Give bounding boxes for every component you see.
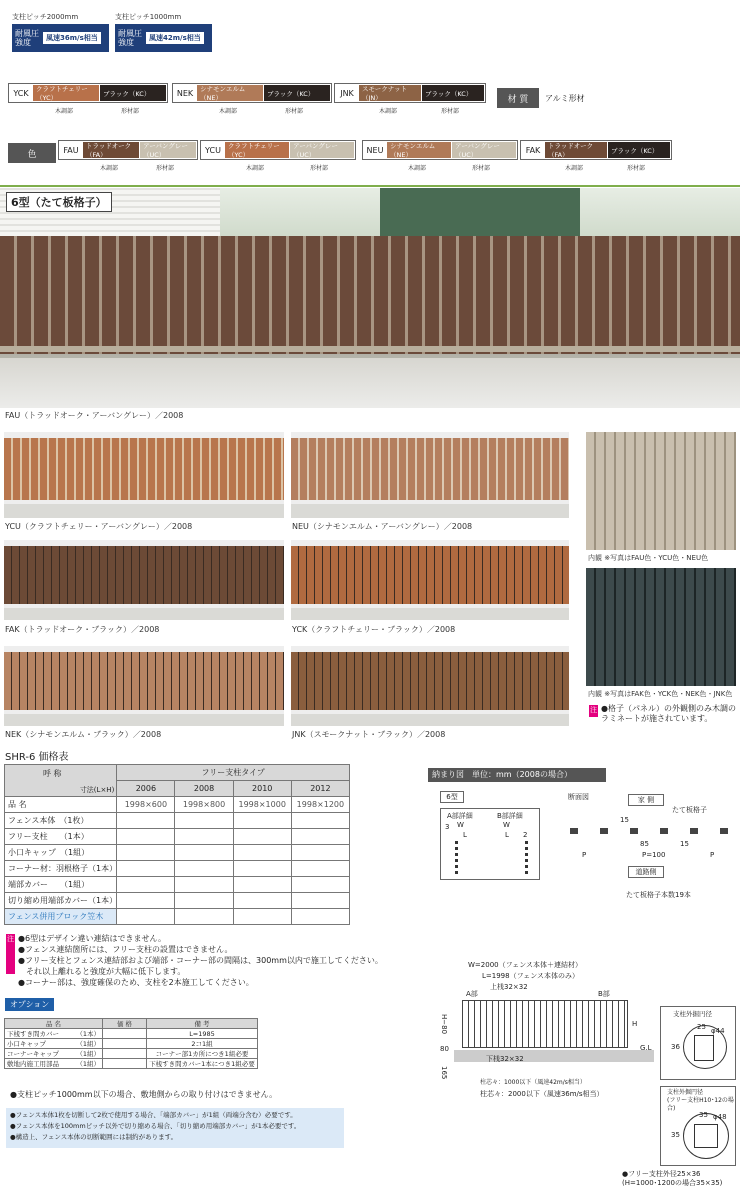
house-side: 家 側	[628, 794, 664, 806]
price-cell	[233, 829, 291, 845]
swatch-sub-b: 形材部	[627, 165, 646, 172]
table-row	[5, 877, 350, 893]
photo-ycu	[4, 432, 284, 518]
road-side: 道路側	[628, 866, 664, 878]
swatch-a: トラッドオーク（FA）	[545, 142, 607, 158]
size-label: 寸法(L×H)	[79, 786, 115, 794]
swatch-code: NEK	[176, 88, 194, 98]
ground	[291, 714, 569, 726]
caption-fak: FAK（トラッドオーク・ブラック）／2008	[5, 625, 160, 634]
opt-h-note: 備 考	[147, 1019, 258, 1029]
spec-value: 風速36m/s相当	[43, 32, 101, 44]
a-detail-post	[455, 841, 458, 877]
b-2: 2	[523, 831, 528, 839]
option-name	[5, 1059, 103, 1069]
swatch-group-neu	[362, 140, 518, 160]
col-2010: 2010	[233, 781, 291, 797]
b-detail-post	[525, 841, 528, 877]
b-w: W	[503, 821, 510, 829]
size-0: 1998×600	[117, 797, 175, 813]
fence-bottom-rail	[0, 346, 740, 352]
price-cell	[233, 845, 291, 861]
note-6: ●支柱ピッチ1000mm以下の場合、敷地側からの取り付けはできません。	[10, 1090, 278, 1099]
main-fence	[0, 236, 740, 354]
hole1-title: 支柱外掘円径	[673, 1010, 712, 1018]
caption-main: FAU（トラッドオーク・アーバングレー）／2008	[5, 411, 184, 420]
swatch-a: クラフトチェリー（YC）	[225, 142, 289, 158]
swatch-sub-a: 木調部	[219, 108, 238, 115]
h80: H−80	[440, 1014, 448, 1035]
swatch-sub-b: 形材部	[285, 108, 304, 115]
fence-panel	[291, 438, 569, 500]
swatch-group-yck	[8, 83, 168, 103]
swatch-sub-b: 形材部	[441, 108, 460, 115]
size-3: 1998×1200	[291, 797, 349, 813]
swatch-b: アーバングレー（UC）	[140, 142, 196, 158]
pitch-1: 柱芯々：1000以下（風速42m/s相当）	[480, 1079, 586, 1086]
swatch-sub-b: 形材部	[156, 165, 175, 172]
swatch-sub-b: 形材部	[472, 165, 491, 172]
price-cell	[291, 861, 349, 877]
price-table	[4, 764, 350, 925]
option-title: オプション	[5, 998, 54, 1011]
photo-inner-2	[586, 568, 736, 686]
divider	[0, 185, 740, 187]
dim-15b: 15	[680, 840, 689, 848]
header-call: 呼 称	[43, 769, 62, 778]
option-unit: （1組）	[76, 1040, 100, 1048]
swatch-group-jnk	[334, 83, 486, 103]
spec-label: 耐風圧強度	[15, 29, 39, 47]
block-base	[454, 1050, 654, 1062]
bottom-note-3: ●構造上、フェンス本体の切断範囲には制約があります。	[10, 1133, 178, 1141]
diagram-title: 納まり図 単位：mm（2008の場合）	[428, 768, 606, 782]
green-wall	[380, 188, 580, 238]
fence-panel	[4, 652, 284, 710]
swatch-sub-a: 木調部	[408, 165, 427, 172]
option-row	[5, 1029, 258, 1039]
spec-box-2	[115, 24, 212, 52]
dim-15: 15	[620, 816, 629, 824]
inner-note: ●格子（パネル）の外観側のみ木調のラミネートが施されています。	[601, 704, 736, 723]
price-cell	[291, 893, 349, 909]
swatch-sub-a: 木調部	[246, 165, 265, 172]
swatch-b: ブラック（KC）	[264, 85, 330, 101]
price-title: SHR-6 価格表	[5, 752, 69, 763]
price-cell	[291, 813, 349, 829]
col-2012: 2012	[291, 781, 349, 797]
row-label: 切り縮め用端部カバー（1本）	[5, 893, 117, 909]
price-cell	[291, 845, 349, 861]
price-cell	[117, 909, 175, 925]
a-w: W	[457, 821, 464, 829]
pitch-2: 柱芯々：2000以下（風速36m/s相当）	[480, 1090, 604, 1098]
photo-fak	[4, 540, 284, 620]
spec-label: 耐風圧強度	[118, 29, 142, 47]
hole1-post	[694, 1035, 714, 1061]
option-name	[5, 1029, 103, 1039]
upper-rail: 上桟32×32	[490, 983, 528, 991]
note-chip: 注	[589, 705, 598, 717]
table-row	[5, 893, 350, 909]
b-l: L	[505, 831, 509, 839]
price-cell	[233, 893, 291, 909]
swatch-b: ブラック（KC）	[422, 85, 484, 101]
price-cell	[117, 877, 175, 893]
caption-inner-1: 内観 ※写真はFAU色・YCU色・NEU色	[588, 554, 709, 562]
swatch-sub-b: 形材部	[121, 108, 140, 115]
price-cell	[291, 877, 349, 893]
swatch-group-fau	[58, 140, 198, 160]
price-cell	[117, 829, 175, 845]
option-row	[5, 1059, 258, 1069]
price-cell	[291, 829, 349, 845]
option-unit: （1組）	[76, 1050, 100, 1058]
price-cell	[175, 861, 233, 877]
bottom-notes-box	[6, 1108, 344, 1148]
note-3: ●フリー支柱とフェンス連結部および端部・コーナー部の間隔は、300mm以内で施工してください。	[18, 956, 383, 965]
material-badge: 材 質	[497, 88, 539, 108]
option-unit: （1組）	[76, 1060, 100, 1068]
photo-neu	[291, 432, 569, 518]
dim-p2: P	[710, 851, 715, 859]
bottom-note-1: ●フェンス本体1枚を切断して2枚で使用する場合、「端部カバー」が1組（両端分含む）必要です。	[10, 1111, 297, 1119]
elevation-panel	[462, 1000, 628, 1048]
swatch-code: YCU	[205, 145, 221, 155]
swatch-b: ブラック（KC）	[100, 85, 166, 101]
swatch-group-nek	[172, 83, 332, 103]
ground	[4, 714, 284, 726]
row-label: フリー支柱 （1本）	[5, 829, 117, 845]
row-label: フェンス併用ブロック笠木	[5, 909, 117, 925]
option-name-text: コーナーキャップ	[7, 1050, 59, 1058]
price-cell	[117, 845, 175, 861]
row-label: 端部カバー （1組）	[5, 877, 117, 893]
caption-jnk: JNK（スモークナット・ブラック）／2008	[292, 730, 446, 739]
option-row	[5, 1049, 258, 1059]
note-5: ●コーナー部は、強度確保のため、支柱を2本施工してください。	[18, 978, 254, 987]
hole2-dia: φ48	[713, 1113, 727, 1121]
price-cell	[175, 877, 233, 893]
table-row	[5, 813, 350, 829]
swatch-code: FAK	[525, 145, 541, 155]
a-l: L	[463, 831, 467, 839]
l-body: L=1998（フェンス本体のみ）	[482, 972, 580, 980]
dim-80: 80	[440, 1045, 449, 1053]
row-label: フェンス本体 （1枚）	[5, 813, 117, 829]
a-3: 3	[445, 823, 450, 831]
fence-panel	[4, 546, 284, 604]
ground	[291, 504, 569, 518]
swatch-group-fak	[520, 140, 672, 160]
price-cell	[233, 861, 291, 877]
hole-box-2	[660, 1086, 736, 1166]
ground	[4, 504, 284, 518]
gl: G.L	[640, 1044, 652, 1052]
note-1: ●6型はデザイン違い連結はできません。	[18, 934, 166, 943]
caption-nek: NEK（シナモンエルム・ブラック）／2008	[5, 730, 162, 739]
row-label: 小口キャップ （1組）	[5, 845, 117, 861]
header-type: フリー支柱タイプ	[117, 765, 350, 781]
option-note: L=1985	[147, 1029, 258, 1039]
table-row	[5, 909, 350, 925]
swatch-code: JNK	[340, 88, 354, 98]
option-price	[103, 1029, 147, 1039]
swatch-b: ブラック（KC）	[608, 142, 670, 158]
swatch-b: アーバングレー（UC）	[452, 142, 516, 158]
hole2-post	[694, 1124, 718, 1148]
ground	[0, 358, 740, 408]
photo-nek	[4, 646, 284, 726]
opt-h-name: 品 名	[5, 1019, 103, 1029]
option-note: 2コ1組	[147, 1039, 258, 1049]
col-2006: 2006	[117, 781, 175, 797]
table-row	[5, 845, 350, 861]
swatch-sub-a: 木調部	[565, 165, 584, 172]
swatch-code: FAU	[63, 145, 79, 155]
lattice-count: たて板格子本数19本	[626, 891, 691, 899]
option-note: コーナー部1カ所につき1組必要	[147, 1049, 258, 1059]
col-2008: 2008	[175, 781, 233, 797]
option-price	[103, 1049, 147, 1059]
table-row	[5, 861, 350, 877]
header-hinmei	[5, 786, 117, 813]
main-title: 6型（たて板格子）	[6, 192, 112, 212]
lower-rail: 下桟32×32	[486, 1055, 524, 1063]
size-2: 1998×1000	[233, 797, 291, 813]
swatch-a: トラッドオーク（FA）	[83, 142, 139, 158]
swatch-sub-b: 形材部	[310, 165, 329, 172]
price-cell	[175, 909, 233, 925]
option-unit: （1本）	[76, 1030, 100, 1038]
caption-neu: NEU（シナモンエルム・アーバングレー）／2008	[292, 522, 473, 531]
option-name-text: 小口キャップ	[7, 1040, 46, 1048]
swatch-code: NEU	[366, 145, 384, 155]
price-cell	[175, 813, 233, 829]
option-note: 下桟すき間カバー1本につき1組必要	[147, 1059, 258, 1069]
size-1: 1998×800	[175, 797, 233, 813]
w-total: W=2000（フェンス本体＋連結材）	[468, 961, 583, 969]
note-chip-main: 注	[6, 934, 15, 974]
price-cell	[117, 893, 175, 909]
caption-inner-2: 内観 ※写真はFAK色・YCK色・NEK色・JNK色	[588, 690, 733, 698]
post-note: ●フリー支柱外径25×36 (H=1000･1200の場合35×35)	[622, 1170, 723, 1187]
hole1-b: 36	[671, 1043, 680, 1051]
caption-ycu: YCU（クラフトチェリー・アーバングレー）／2008	[5, 522, 193, 531]
price-cell	[233, 877, 291, 893]
b-part: B部	[598, 990, 610, 998]
swatch-b: アーバングレー（UC）	[290, 142, 354, 158]
photo-yck	[291, 540, 569, 620]
price-cell	[117, 861, 175, 877]
swatch-a: シナモンエルム（NE）	[197, 85, 263, 101]
color-badge: 色	[8, 143, 56, 163]
fence-panel	[4, 438, 284, 500]
swatch-sub-a: 木調部	[379, 108, 398, 115]
photo-inner-1	[586, 432, 736, 550]
option-table	[4, 1018, 258, 1069]
option-price	[103, 1039, 147, 1049]
option-name	[5, 1049, 103, 1059]
fence-panel	[291, 546, 569, 604]
swatch-sub-a: 木調部	[55, 108, 74, 115]
price-cell	[233, 909, 291, 925]
option-price	[103, 1059, 147, 1069]
type-label: 6型	[440, 791, 464, 803]
a-part: A部	[466, 990, 478, 998]
caption-yck: YCK（クラフトチェリー・ブラック）／2008	[292, 625, 456, 634]
price-cell	[175, 845, 233, 861]
row-label: コーナー材：羽根格子（1本）	[5, 861, 117, 877]
ground	[4, 608, 284, 620]
price-cell	[175, 829, 233, 845]
swatch-a: シナモンエルム（NE）	[387, 142, 451, 158]
hole1-a: 25	[697, 1023, 706, 1031]
hinmei-label: 品 名	[8, 800, 27, 809]
hole2-title: 支柱外掘円径 (フリー支柱H10･12の場合)	[667, 1089, 734, 1112]
note-4: それ以上離れると強度が大幅に低下します。	[18, 967, 186, 976]
detail-box	[440, 808, 540, 880]
swatch-a: クラフトチェリー（YC）	[33, 85, 99, 101]
option-row	[5, 1039, 258, 1049]
swatch-group-ycu	[200, 140, 356, 160]
table-row	[5, 829, 350, 845]
dim-p1: P	[582, 851, 587, 859]
price-cell	[233, 813, 291, 829]
section-slats	[570, 828, 734, 834]
lattice-label: たて板格子	[672, 806, 707, 814]
option-name-text: 敷地内施工用部品	[7, 1060, 59, 1068]
price-cell	[175, 893, 233, 909]
swatch-code: YCK	[13, 88, 29, 98]
price-cell	[291, 909, 349, 925]
option-name-text: 下桟すき間カバー	[7, 1030, 59, 1038]
dim-p100: P=100	[642, 851, 666, 859]
swatch-a: スモークナット（JN）	[359, 85, 421, 101]
spec-box-1	[12, 24, 109, 52]
photo-jnk	[291, 646, 569, 726]
note-2: ●フェンス連結箇所には、フリー支柱の設置はできません。	[18, 945, 233, 954]
dim-85: 85	[640, 840, 649, 848]
dim-h: H	[632, 1020, 638, 1028]
dim-165: 165	[440, 1066, 448, 1080]
spec-pitch-1: 支柱ピッチ2000mm	[12, 13, 79, 21]
fence-panel	[291, 652, 569, 710]
section-label: 断面図	[568, 793, 589, 801]
hole2-b: 35	[671, 1131, 680, 1139]
hole2-a: 35	[699, 1111, 708, 1119]
bottom-note-2: ●フェンス本体を100mmピッチ以外で切り縮める場合、「切り縮め用端部カバー」が1本必要です。	[10, 1122, 301, 1130]
spec-value: 風速42m/s相当	[146, 32, 204, 44]
hole-box-1	[660, 1006, 736, 1080]
a-detail-label: A部詳細	[447, 812, 473, 820]
spec-pitch-2: 支柱ピッチ1000mm	[115, 13, 182, 21]
hole1-dia: φ44	[711, 1027, 725, 1035]
main-photo	[0, 188, 740, 408]
swatch-sub-a: 木調部	[100, 165, 119, 172]
ground	[291, 608, 569, 620]
opt-h-price: 価 格	[103, 1019, 147, 1029]
option-name	[5, 1039, 103, 1049]
material-value: アルミ形材	[545, 94, 585, 103]
b-detail-label: B部詳細	[497, 812, 523, 820]
price-cell	[117, 813, 175, 829]
